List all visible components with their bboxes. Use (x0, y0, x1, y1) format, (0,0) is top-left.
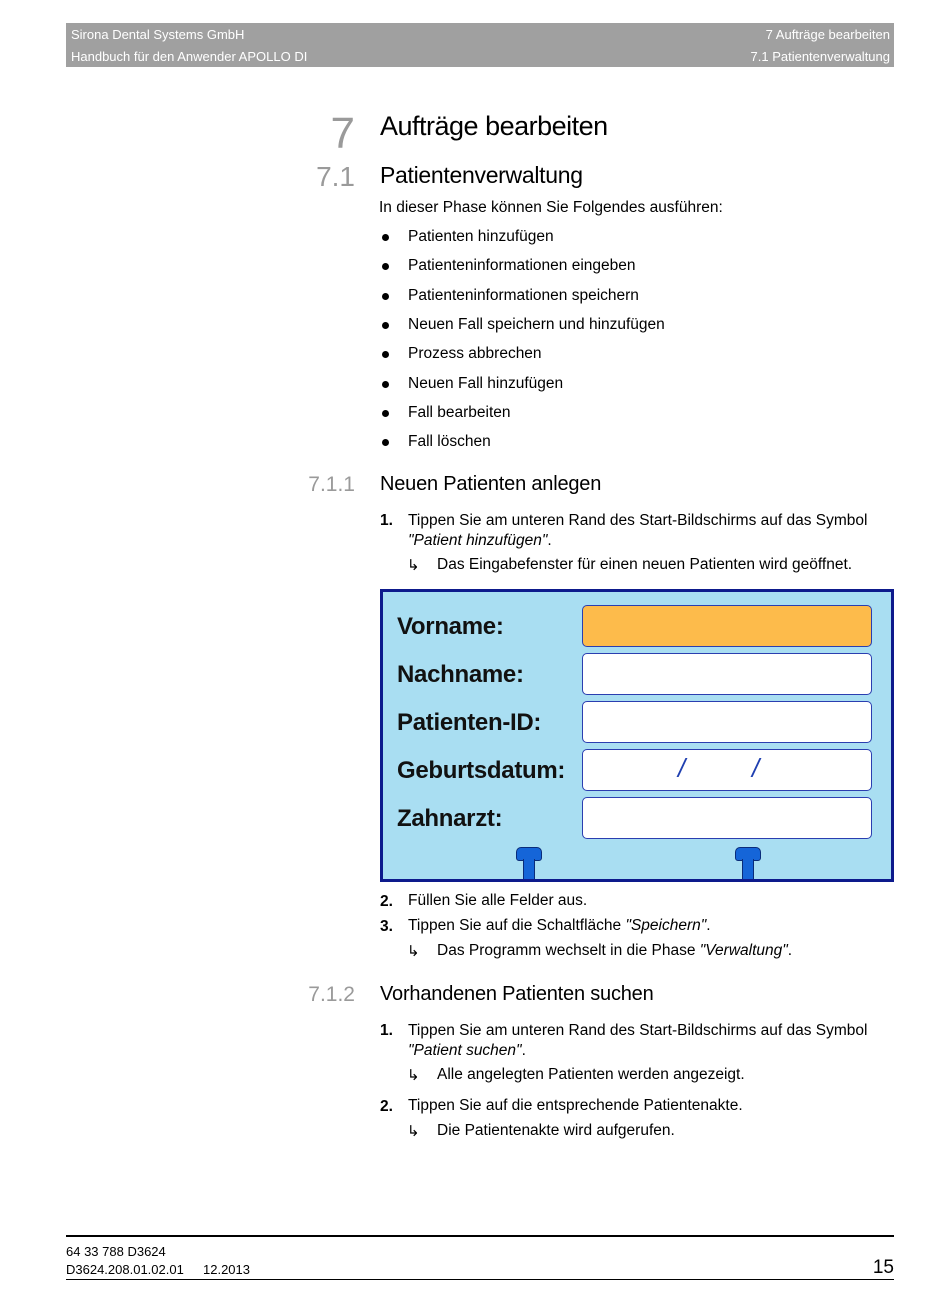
section-intro: In dieser Phase können Sie Folgendes ausführen: (379, 199, 723, 216)
step-text (408, 917, 711, 935)
result-text: Alle angelegten Patienten werden angezeigt. (437, 1066, 745, 1083)
list-item: Prozess abbrechen (408, 345, 542, 362)
header-chapter: 7 Aufträge bearbeiten (765, 27, 890, 42)
bullet-dot (382, 263, 389, 270)
geburtsdatum-field[interactable] (582, 749, 872, 791)
result-text-italic: "Verwaltung" (699, 942, 788, 959)
page-number: 15 (872, 1257, 894, 1278)
bullet-dot (382, 293, 389, 300)
bullet-dot (382, 439, 389, 446)
step-number: 1. (380, 512, 393, 529)
tab-stem (742, 859, 754, 879)
label-geburtsdatum: Geburtsdatum: (397, 757, 566, 784)
result-arrow-icon: ↳ (407, 557, 420, 574)
list-item: Neuen Fall speichern und hinzufügen (408, 316, 665, 333)
step-text-italic: "Patient suchen" (408, 1042, 522, 1059)
result-arrow-icon: ↳ (407, 1067, 420, 1084)
step-text-main: Tippen Sie am unteren Rand des Start-Bildschirms auf das Symbol (408, 512, 868, 529)
date-separator: / (752, 753, 760, 783)
tab-stem (523, 859, 535, 879)
result-arrow-icon: ↳ (407, 1123, 420, 1140)
pointer-tab-icon (516, 847, 542, 879)
list-item: Fall bearbeiten (408, 404, 511, 421)
subsection-number: 7.1.2 (308, 983, 355, 1006)
section-number: 7.1 (316, 161, 355, 192)
result-arrow-icon: ↳ (407, 943, 420, 960)
step-text: Tippen Sie auf die entsprechende Patientenakte. (408, 1097, 743, 1114)
step-number: 2. (380, 893, 393, 910)
patient-form (383, 592, 891, 879)
label-nachname: Nachname: (397, 661, 524, 688)
nachname-field[interactable] (582, 653, 872, 695)
header-section: 7.1 Patientenverwaltung (750, 49, 890, 64)
step-text-end: . (547, 532, 552, 549)
subsection-title: Vorhandenen Patienten suchen (380, 983, 654, 1005)
page-header (66, 23, 894, 67)
result-text (437, 942, 792, 960)
date-separator: / (678, 753, 686, 783)
step-number: 2. (380, 1098, 393, 1115)
patient-form-screenshot (380, 589, 894, 882)
step-number: 3. (380, 918, 393, 935)
list-item: Neuen Fall hinzufügen (408, 375, 564, 392)
result-text: Die Patientenakte wird aufgerufen. (437, 1122, 675, 1139)
step-text (408, 511, 867, 551)
chapter-number: 7 (330, 109, 355, 158)
footer-doc-number: 64 33 788 D3624 (66, 1244, 166, 1259)
step-text: Füllen Sie alle Felder aus. (408, 892, 588, 909)
step-text-end: . (521, 1042, 526, 1059)
bullet-dot (382, 322, 389, 329)
result-text-end: . (787, 942, 793, 959)
subsection-number: 7.1.1 (308, 473, 355, 496)
footer-rule-top (66, 1235, 894, 1237)
list-item: Patienteninformationen speichern (408, 287, 639, 304)
section-title: Patientenverwaltung (380, 162, 583, 188)
result-text: Das Eingabefenster für einen neuen Patienten wird geöffnet. (437, 556, 853, 573)
list-item: Patienteninformationen eingeben (408, 257, 636, 274)
label-vorname: Vorname: (397, 613, 504, 640)
footer-rule-bottom (66, 1279, 894, 1280)
list-item: Fall löschen (408, 433, 491, 450)
pointer-tab-icon (735, 847, 761, 879)
step-text (408, 1021, 867, 1061)
footer-doc-code: D3624.208.01.02.01 (66, 1262, 184, 1277)
result-text-main: Das Programm wechselt in die Phase (437, 942, 700, 959)
header-manual: Handbuch für den Anwender APOLLO DI (71, 49, 308, 64)
step-number: 1. (380, 1022, 393, 1039)
step-text-end: . (706, 917, 711, 934)
chapter-title: Aufträge bearbeiten (380, 111, 608, 141)
subsection-title: Neuen Patienten anlegen (380, 473, 602, 495)
step-text-italic: "Speichern" (625, 917, 707, 934)
step-text-main: Tippen Sie auf die Schaltfläche (408, 917, 626, 934)
footer-date: 12.2013 (203, 1262, 250, 1277)
label-patienten-id: Patienten-ID: (397, 709, 542, 736)
step-text-main: Tippen Sie am unteren Rand des Start-Bildschirms auf das Symbol (408, 1022, 868, 1039)
bullet-dot (382, 234, 389, 241)
list-item: Patienten hinzufügen (408, 228, 554, 245)
bullet-dot (382, 351, 389, 358)
bullet-dot (382, 381, 389, 388)
vorname-field[interactable] (582, 605, 872, 647)
patienten-id-field[interactable] (582, 701, 872, 743)
zahnarzt-field[interactable] (582, 797, 872, 839)
label-zahnarzt: Zahnarzt: (397, 805, 503, 832)
header-company: Sirona Dental Systems GmbH (71, 27, 245, 42)
bullet-dot (382, 410, 389, 417)
step-text-italic: "Patient hinzufügen" (408, 532, 548, 549)
